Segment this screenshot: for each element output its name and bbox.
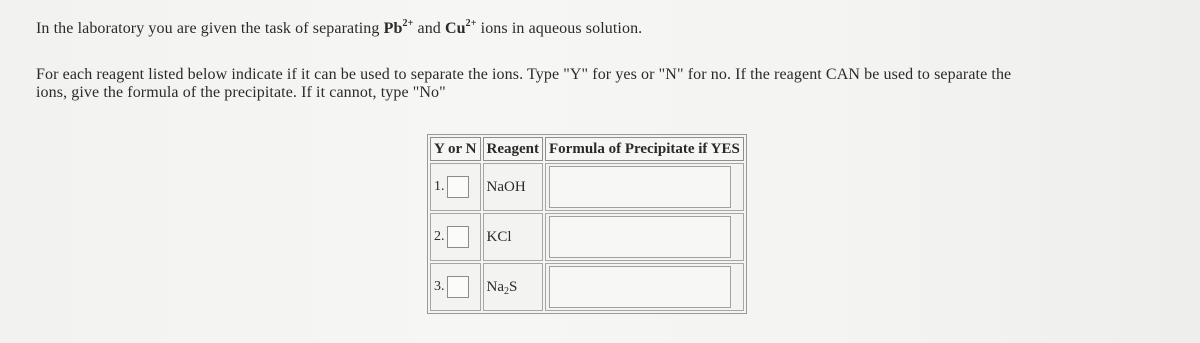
yn-cell [430,213,481,261]
yn-cell [430,163,481,211]
reagent-cell [483,213,544,261]
lead-ion: $Pb^{2+}$ [383,18,414,37]
row-number: 2. [434,229,445,245]
table-row [430,213,744,261]
table-row [430,263,744,311]
row-number: 3. [434,279,445,295]
reagent-naoh: NaOH [486,178,526,195]
yn-input-3[interactable] [447,276,469,298]
header-reagent: Reagent [483,137,544,161]
intro-text [36,20,642,38]
reagent-table [427,134,747,314]
yn-input-1[interactable] [447,176,469,198]
reagent-na2s: $Na_2S$ [486,278,518,297]
formula-input-1[interactable] [549,166,731,208]
intro-post: ions in aqueous solution. [476,20,643,37]
header-formula: Formula of Precipitate if YES [545,137,744,161]
formula-cell [545,213,744,261]
formula-input-2[interactable] [549,216,731,258]
formula-cell [545,163,744,211]
copper-ion: $Cu^{2+}$ [445,18,477,37]
table-row [430,163,744,211]
reagent-cell [483,163,544,211]
reagent-kcl: KCl [486,228,512,245]
row-number: 1. [434,179,445,195]
formula-cell [545,263,744,311]
formula-input-3[interactable] [549,266,731,308]
instructions-line-2: ions, give the formula of the precipitate. If it cannot, type "No" [36,84,446,101]
reagent-cell [483,263,544,311]
header-y-or-n: Y or N [430,137,481,161]
yn-input-2[interactable] [447,226,469,248]
intro-mid: and [413,20,445,37]
intro-pre: In the laboratory you are given the task of separating [36,20,384,37]
instructions-line-1: For each reagent listed below indicate if it can be used to separate the ions. Type "Y" for yes or "N" for no. If the reagent CAN be used to separate the [36,66,1012,83]
table-header-row [430,137,744,161]
yn-cell [430,263,481,311]
